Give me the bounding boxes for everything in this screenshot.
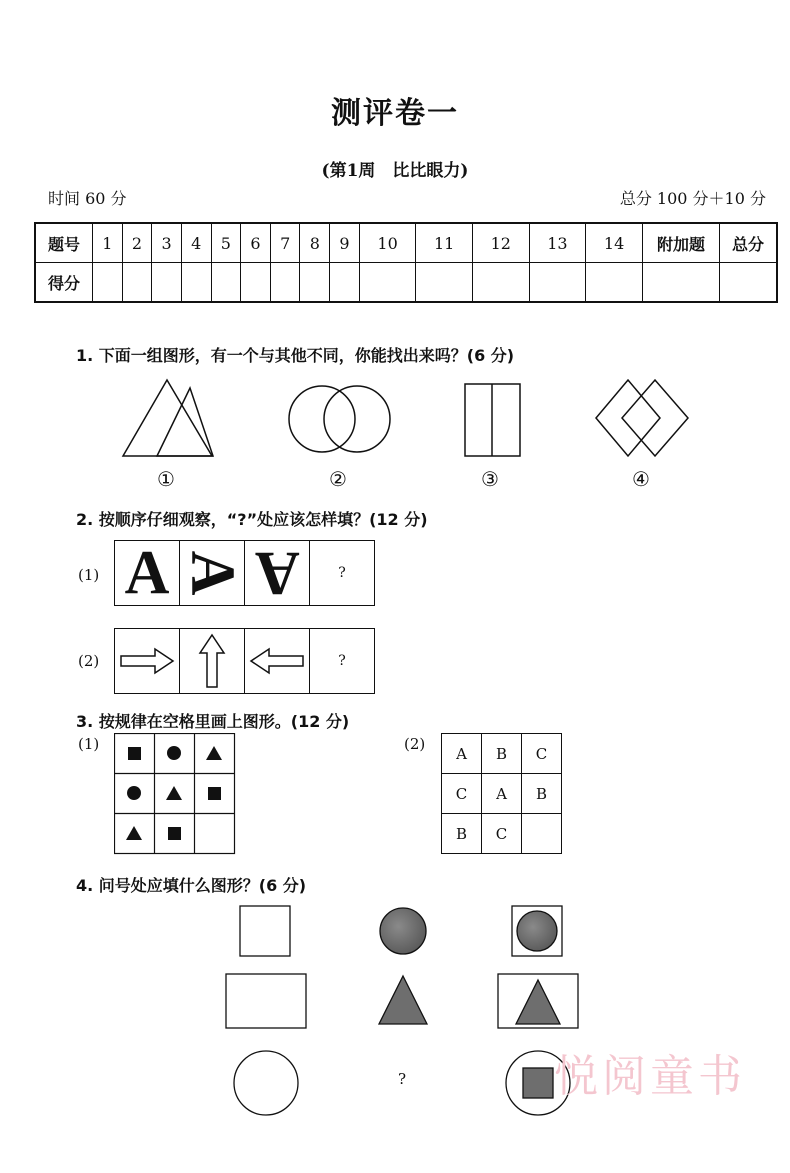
- col-extra: 附加题: [643, 223, 720, 263]
- grid-1-label: (1): [78, 735, 100, 753]
- score-cell[interactable]: [241, 263, 271, 303]
- page-title: 测评卷一: [331, 96, 459, 131]
- grid-cell: B: [522, 774, 562, 814]
- col-4: 4: [181, 223, 211, 263]
- gray-circle: [517, 911, 557, 951]
- rectangle-outline: [226, 974, 306, 1028]
- circle-outline: [234, 1051, 298, 1115]
- left-arrow-icon: [245, 629, 310, 693]
- circle-icon: [127, 786, 141, 800]
- double-triangle-figure[interactable]: [123, 380, 213, 456]
- circle-icon: [167, 746, 181, 760]
- score-cell[interactable]: [211, 263, 241, 303]
- col-total: 总分: [720, 223, 778, 263]
- row-label-score: 得分: [35, 263, 93, 303]
- blank-cell[interactable]: [522, 814, 562, 854]
- option-1-label: ①: [157, 467, 175, 491]
- shape-grid: [114, 733, 236, 855]
- score-cell[interactable]: [586, 263, 643, 303]
- grid-cell: A: [442, 734, 482, 774]
- col-11: 11: [416, 223, 473, 263]
- square-icon: [208, 787, 221, 800]
- score-cell[interactable]: [720, 263, 778, 303]
- row-label-question: 题号: [35, 223, 93, 263]
- col-2: 2: [122, 223, 152, 263]
- gray-circle: [380, 908, 426, 954]
- col-8: 8: [300, 223, 330, 263]
- watermark-text: 悦阅童书: [554, 1051, 746, 1102]
- question-2-text: 2. 按顺序仔细观察，“?”处应该怎样填？(12 分): [76, 510, 428, 529]
- grid-cell: A: [482, 774, 522, 814]
- score-row: [35, 263, 777, 303]
- letter-rotation-sequence: [114, 540, 375, 606]
- gray-triangle: [379, 976, 427, 1024]
- score-cell[interactable]: [472, 263, 529, 303]
- score-cell[interactable]: [300, 263, 330, 303]
- question-1-text: 1. 下面一组图形，有一个与其他不同，你能找出来吗？(6 分): [76, 346, 515, 365]
- col-3: 3: [152, 223, 182, 263]
- score-cell[interactable]: [416, 263, 473, 303]
- answer-cell[interactable]: ?: [338, 653, 346, 669]
- score-cell[interactable]: [643, 263, 720, 303]
- question-3-text: 3. 按规律在空格里画上图形。(12 分): [76, 712, 350, 731]
- question-4-text: 4. 问号处应填什么图形？(6 分): [76, 876, 307, 895]
- grid-cell: B: [442, 814, 482, 854]
- score-cell[interactable]: [181, 263, 211, 303]
- total-score: 总分 100 分＋10 分: [619, 189, 766, 208]
- page-subtitle: (第1周 比比眼力): [321, 161, 469, 181]
- col-14: 14: [586, 223, 643, 263]
- score-cell[interactable]: [122, 263, 152, 303]
- col-12: 12: [472, 223, 529, 263]
- triangle-icon: [166, 786, 182, 800]
- option-3-label: ③: [481, 467, 499, 491]
- answer-cell[interactable]: ?: [338, 565, 346, 581]
- letter-a-rotated: A: [180, 541, 245, 605]
- grid-cell: C: [442, 774, 482, 814]
- score-cell[interactable]: [529, 263, 586, 303]
- col-1: 1: [93, 223, 123, 263]
- grid-cell: C: [522, 734, 562, 774]
- option-4-label: ④: [632, 467, 650, 491]
- triangle-icon: [126, 826, 142, 840]
- question-number-row: [35, 223, 777, 263]
- time-limit: 时间 60 分: [48, 189, 127, 208]
- score-cell[interactable]: [330, 263, 360, 303]
- arrow-rotation-sequence: [114, 628, 375, 694]
- double-rectangle-figure[interactable]: [465, 384, 520, 456]
- right-arrow-icon: [115, 629, 180, 693]
- part-2-label: (2): [78, 652, 100, 670]
- question-1-figures: [110, 374, 710, 464]
- question-4-figures: [220, 900, 590, 1145]
- col-9: 9: [330, 223, 360, 263]
- option-2-label: ②: [329, 467, 347, 491]
- gray-triangle: [516, 980, 560, 1024]
- letter-a-upright: A: [115, 541, 180, 605]
- square-icon: [128, 747, 141, 760]
- blank-cell[interactable]: [195, 814, 234, 853]
- score-cell[interactable]: [152, 263, 182, 303]
- letter-a-inverted: A: [245, 541, 310, 605]
- square-outline: [240, 906, 290, 956]
- col-7: 7: [270, 223, 300, 263]
- square-icon: [168, 827, 181, 840]
- score-cell[interactable]: [359, 263, 416, 303]
- part-1-label: (1): [78, 566, 100, 584]
- triangle-icon: [206, 746, 222, 760]
- up-arrow-icon: [180, 629, 245, 693]
- score-cell[interactable]: [93, 263, 123, 303]
- gray-square: [523, 1068, 553, 1098]
- score-cell[interactable]: [270, 263, 300, 303]
- grid-cell: C: [482, 814, 522, 854]
- letter-grid: [441, 733, 562, 854]
- overlapping-diamonds-figure[interactable]: [596, 380, 688, 456]
- overlapping-circles-figure[interactable]: [289, 386, 390, 452]
- col-5: 5: [211, 223, 241, 263]
- col-10: 10: [359, 223, 416, 263]
- col-6: 6: [241, 223, 271, 263]
- col-13: 13: [529, 223, 586, 263]
- answer-placeholder[interactable]: ?: [398, 1070, 407, 1088]
- grid-cell: B: [482, 734, 522, 774]
- grid-2-label: (2): [404, 735, 426, 753]
- score-table: [34, 222, 778, 303]
